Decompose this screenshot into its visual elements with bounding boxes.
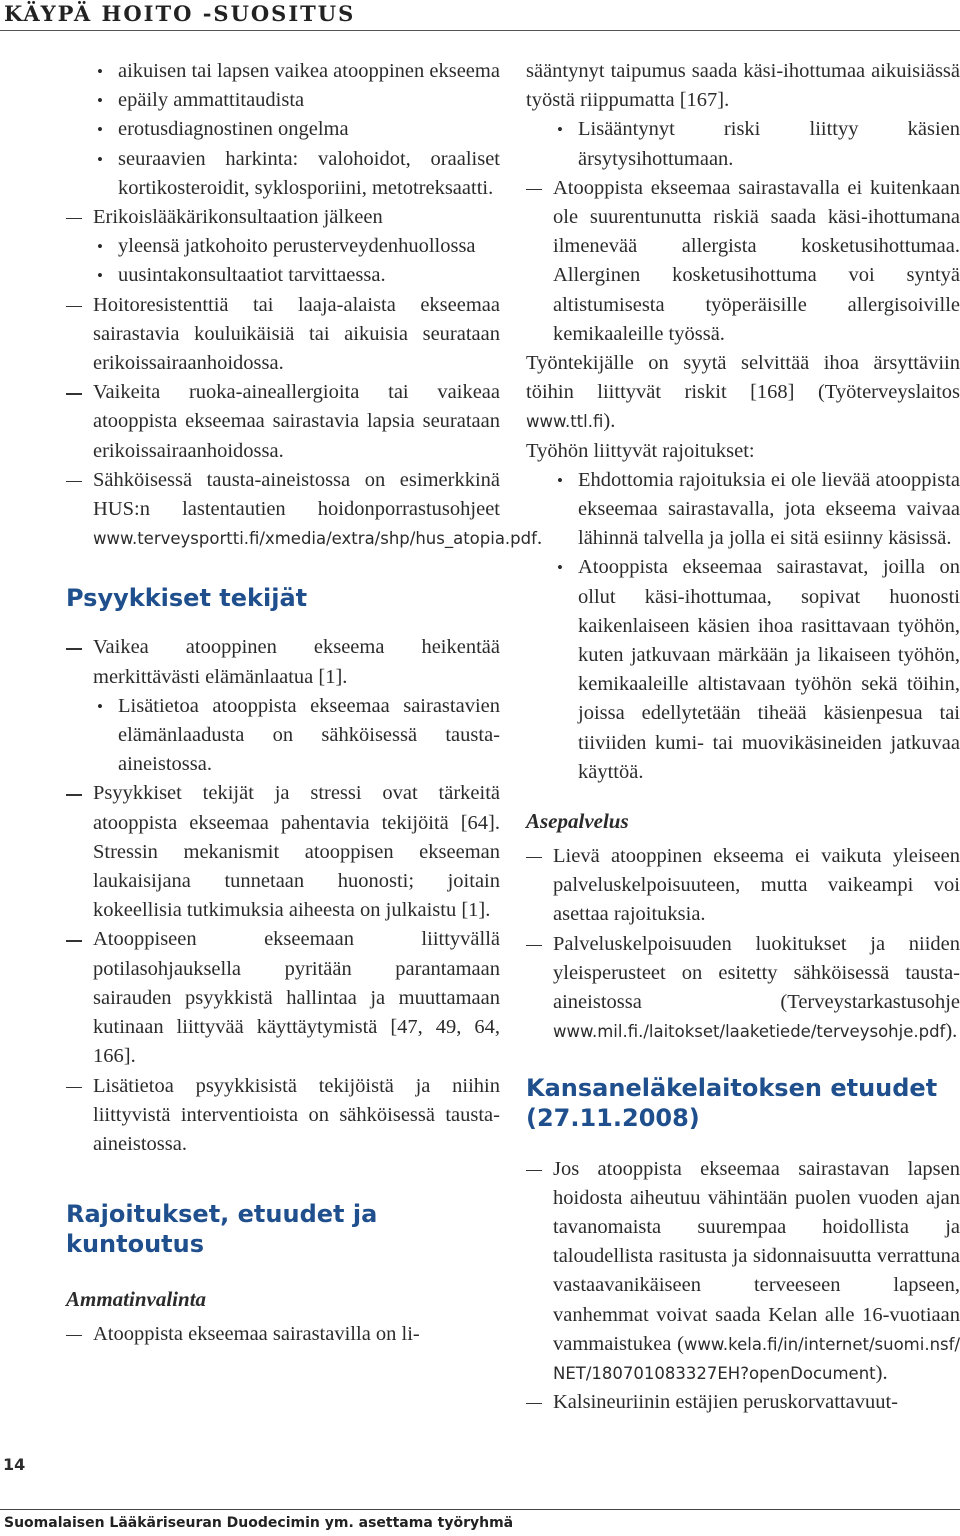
header-rule (0, 30, 960, 31)
dash-item (526, 930, 960, 1047)
paragraph-text: Työntekijälle on syytä selvittää ihoa ärsyttäviin töihin liittyvät riskit [168] (Työterveyslaitos (526, 352, 960, 404)
hus-link[interactable]: www.terveysportti.fi/xmedia/extra/shp/hus_atopia.pdf (93, 529, 537, 549)
page-number: 14 (3, 1455, 26, 1474)
paragraph: Työhön liittyvät rajoitukset: (526, 439, 755, 462)
dash-item: Lievä atooppinen ekseema ei vaikuta yleiseen palveluskelpoisuuteen, mutta vaikeampi voi asettaa rajoituksia. (526, 842, 960, 930)
subheading-ammatinvalinta: Ammatinvalinta (66, 1287, 207, 1312)
section-heading-kela: Kansaneläkelaitoksen etuudet (27.11.2008) (526, 1073, 938, 1132)
list-item: • Lisätietoa atooppista ekseemaa sairastavien elämänlaadusta on sähköisessä tausta-aineistossa. (66, 692, 500, 780)
running-header: KÄYPÄ HOITO -SUOSITUS (4, 1, 356, 26)
ttl-link[interactable]: www.ttl.fi (526, 412, 604, 432)
list-item: • uusintakonsultaatiot tarvittaessa. (66, 261, 500, 290)
dash-item-end: ). (875, 1361, 888, 1384)
dash-item-text: Jos atooppista ekseemaa sairastavan lapsen hoidosta aiheutuu vähintään puolen vuoden ajan tavanomaista suurempaa hoidollista ja taloudellista rasitusta ja sidonnaisuutta verrattuna vastaavanikäiseen terveeseen lapseen, vanhemmat voivat saada Kelan alle 16-vuotiaan vammaistukea ( (553, 1157, 960, 1355)
dash-item: Atooppista ekseemaa sairastavalla ei kuitenkaan ole suurentunutta riskiä saada käsi-ihottumana ilmenevää allergista kosketusihottumaa. Allerginen kosketusihottuma voi syntyä altistumisesta työperäisille allergisoiville kemikaaleille työssä. (526, 174, 960, 349)
left-column (66, 57, 543, 1349)
section-heading-rajoitukset: Rajoitukset, etuudet ja kuntoutus (66, 1200, 378, 1259)
paragraph (526, 349, 960, 437)
dash-item: Atooppista ekseemaa sairastavilla on li- (66, 1320, 500, 1349)
list-item: • Atooppista ekseemaa sairastavat, joilla on ollut käsi-ihottumaa, sopivat huonosti kaikenlaiseen käsien ihoa rasittavaan työhön, kuten jatkuvaan märkään ja likaiseen työhön, kemikaaleille altistavaan työhön sekä töihin, joissa edellytetään tiheää käsienpesua tai tiiviiden kumi- tai muovikäsineiden jatkuvaa käyttöä. (526, 553, 960, 787)
dash-item-end: . (536, 527, 543, 550)
dash-item: Vaikeita ruoka-aineallergioita tai vaikeaa atooppista ekseemaa sairastavia lapsia seurataan erikoissairaanhoidossa. (66, 378, 500, 466)
subheading-asepalvelus: Asepalvelus (526, 809, 629, 834)
list-item: • yleensä jatkohoito perusterveydenhuollossa (66, 232, 500, 261)
list-item: • Lisääntynyt riski liittyy käsien ärsytysihottumaan. (526, 115, 960, 173)
mil-link[interactable]: www.mil.fi./laitokset/laaketiede/terveysohje.pdf (553, 1022, 946, 1042)
dash-item: Erikoislääkärikonsultaation jälkeen (66, 203, 500, 232)
dash-item (66, 466, 543, 554)
list-item: • epäily ammattitaudista (66, 86, 500, 115)
list-item: • aikuisen tai lapsen vaikea atooppinen ekseema (66, 57, 500, 86)
dash-item: Hoitoresistenttiä tai laaja-alaista ekseemaa sairastavia kouluikäisiä tai aikuisia seurataan erikoissairaanhoidossa. (66, 291, 500, 379)
dash-item-text: Palveluskelpoisuuden luokitukset ja niiden yleisperusteet on esitetty sähköisessä tausta-aineistossa (Terveystarkastusohje (553, 932, 960, 1014)
dash-item: Kalsineuriinin estäjien peruskorvattavuut- (526, 1388, 960, 1417)
right-column (526, 57, 960, 1417)
dash-item: Psyykkiset tekijät ja stressi ovat tärkeitä atooppista ekseemaa pahentavia tekijöitä [64]. Stressin mekanismit atooppisen ekseeman laukaisijana tunnetaan huonosti; joitain kokeellisia tutkimuksia aiheesta on julkaistu [1]. (66, 779, 500, 925)
dash-item: Atooppiseen ekseemaan liittyvällä potilasohjauksella pyritään parantamaan sairauden psyykkistä hallintaa ja muuttamaan kutinaan liittyvää käyttäytymistä [47, 49, 64, 166]. (66, 925, 500, 1071)
paragraph-end: ). (603, 410, 616, 433)
footer-rule (0, 1509, 960, 1510)
dash-item: Lisätietoa psyykkisistä tekijöistä ja niihin liittyvistä interventioista on sähköisessä tausta-aineistossa. (66, 1072, 500, 1160)
kela-link[interactable]: www.kela.fi/in/internet/suomi.nsf/NET/180701083327EH?openDocument (553, 1334, 960, 1383)
list-item: • seuraavien harkinta: valohoidot, oraaliset kortikosteroidit, syklosporiini, metotreksaatti. (66, 145, 500, 203)
dash-item (526, 1155, 960, 1389)
paragraph: sääntynyt taipumus saada käsi-ihottumaa aikuisiässä työstä riippumatta [167]. (526, 60, 960, 112)
list-item: • Ehdottomia rajoituksia ei ole lievää atooppista ekseemaa sairastavalla, jota ekseema vaivaa lähinnä talvella ja jolla ei sitä esiinny käsissä. (526, 466, 960, 554)
section-heading-psyykkiset: Psyykkiset tekijät (66, 584, 308, 613)
list-item: • erotusdiagnostinen ongelma (66, 115, 500, 144)
dash-item: Vaikea atooppinen ekseema heikentää merkittävästi elämänlaatua [1]. (66, 633, 500, 691)
dash-item-end: ). (945, 1020, 958, 1043)
dash-item-text: Sähköisessä tausta-aineistossa on esimerkkinä HUS:n lastentautien hoidonporrastusohjeet (93, 468, 500, 521)
running-footer: Suomalaisen Lääkäriseuran Duodecimin ym. asettama työryhmä (4, 1515, 514, 1531)
